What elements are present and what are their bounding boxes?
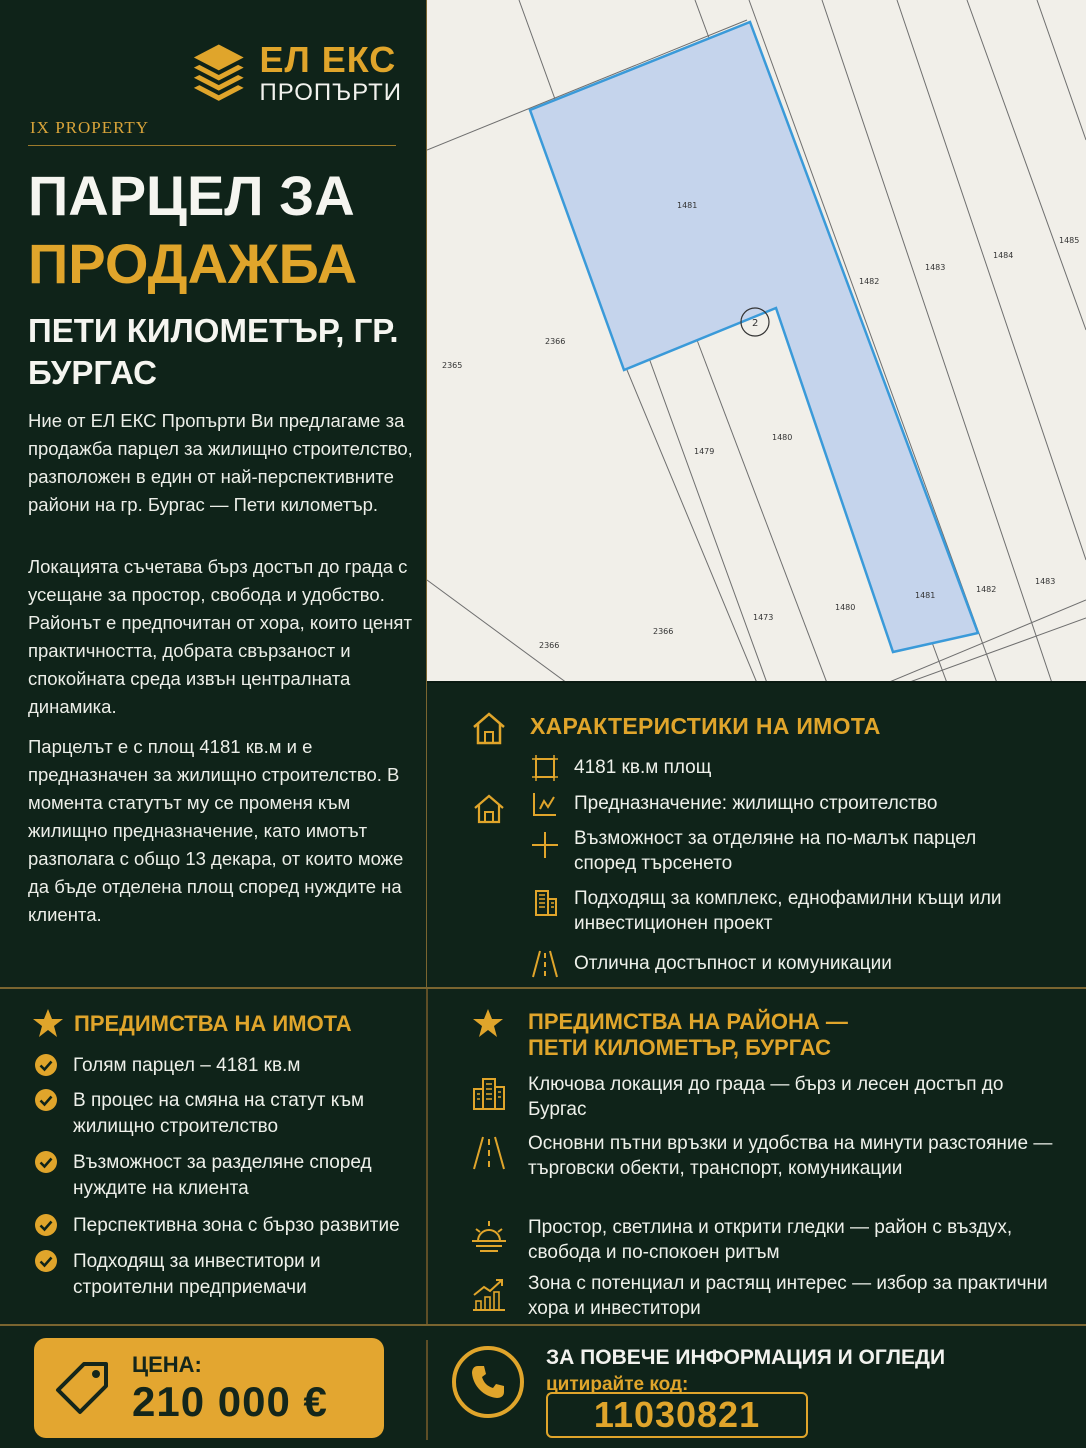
- check-icon: [34, 1150, 58, 1174]
- footer-divider: [426, 1340, 428, 1440]
- map-label: 1480: [772, 433, 793, 442]
- area-advantages-title: [528, 1009, 848, 1061]
- footer: [0, 1326, 1086, 1448]
- check-icon: [34, 1088, 58, 1112]
- advantage-item: Перспективна зона с бързо развитие: [73, 1215, 400, 1236]
- road-icon: [470, 1134, 508, 1172]
- description-paragraph: Локацията съчетава бърз достъп до града с усещане за простор, свобода и удобство. Районът е предпочитан от хора, които ценят практичността, добрата свързаност и спокойната среда извън централната динамика.: [28, 556, 412, 717]
- characteristic-item: Възможност за отделяне на по-малък парцел според търсенето: [574, 828, 977, 874]
- purpose-icon: [530, 789, 560, 819]
- map-label: 2365: [442, 361, 463, 370]
- price-tag-icon: [54, 1360, 114, 1416]
- area-item: Зона с потенциал и растящ интерес — избор за практични хора и инвеститори: [528, 1273, 1048, 1319]
- check-icon: [34, 1249, 58, 1273]
- phone-icon: [468, 1362, 508, 1402]
- check-icon: [34, 1053, 58, 1077]
- area-item: Ключова локация до града — бърз и лесен достъп до Бургас: [528, 1074, 1004, 1120]
- advantage-item: Подходящ за инвеститори и строителни предприемачи: [73, 1251, 321, 1298]
- area-advantages-section: [428, 989, 1086, 1324]
- house-icon: [470, 709, 508, 747]
- building-icon: [530, 887, 560, 917]
- description-paragraph: Ние от ЕЛ ЕКС Пропърти Ви предлагаме за продажба парцел за жилищно строителство, разположен в един от най-перспективните райони на гр. Бургас — Пети километър.: [28, 410, 413, 515]
- title-line-2: ПРОДАЖБА: [28, 232, 358, 295]
- advantage-item: В процес на смяна на статут към жилищно строителство: [73, 1090, 365, 1137]
- characteristic-item: Отлична достъпност и комуникации: [574, 953, 892, 974]
- road-icon: [530, 949, 560, 979]
- characteristics-title: ХАРАКТЕРИСТИКИ НА ИМОТА: [530, 713, 881, 739]
- brand-name: ЕЛ ЕКС: [259, 39, 397, 80]
- map-label: 1481: [677, 201, 698, 210]
- characteristic-item: 4181 кв.м площ: [574, 757, 712, 778]
- logo-mark-icon: [192, 40, 246, 110]
- check-icon: [34, 1213, 58, 1237]
- area-item: Основни пътни връзки и удобства на минути разстояние — търговски обекти, транспорт, комуникации: [528, 1133, 1053, 1179]
- area-title-line: ПЕТИ КИЛОМЕТЪР, БУРГАС: [528, 1035, 832, 1060]
- advantages-title: ПРЕДИМСТВА НА ИМОТА: [74, 1011, 352, 1036]
- divider: [28, 145, 396, 146]
- phone-button[interactable]: [452, 1346, 524, 1418]
- area-title-line: ПРЕДИМСТВА НА РАЙОНА —: [528, 1009, 848, 1034]
- characteristic-item: Подходящ за комплекс, еднофамилни къщи или инвестиционен проект: [574, 888, 1002, 934]
- map-label: 2366: [539, 641, 560, 650]
- characteristic-item: Предназначение: жилищно строителство: [574, 793, 938, 814]
- growth-chart-icon: [470, 1275, 508, 1313]
- price-box: [34, 1338, 384, 1438]
- brand-logo[interactable]: [192, 38, 402, 112]
- offer-code[interactable]: 11030821: [546, 1392, 808, 1438]
- map-label: 1481: [915, 591, 936, 600]
- characteristics-section: [428, 683, 1086, 987]
- map-label: 1483: [1035, 577, 1056, 586]
- price-label: ЦЕНА:: [132, 1352, 202, 1377]
- map-label: 1473: [753, 613, 774, 622]
- map-label: 1482: [859, 277, 880, 286]
- map-label: 1479: [694, 447, 715, 456]
- contact-title: ЗА ПОВЕЧЕ ИНФОРМАЦИЯ И ОГЛЕДИ: [546, 1346, 946, 1369]
- map-label: 1484: [993, 251, 1014, 260]
- area-item: Простор, светлина и открити гледки — район с въздух, свобода и по-спокоен ритъм: [528, 1217, 1013, 1263]
- brand-subname: ПРОПЪРТИ: [259, 79, 402, 106]
- title-line-1: ПАРЦЕЛ ЗА: [28, 164, 355, 227]
- map-label: 2366: [653, 627, 674, 636]
- map-label: 1482: [976, 585, 997, 594]
- city-icon: [470, 1075, 508, 1113]
- cadastral-map: [427, 0, 1086, 683]
- map-label: 2366: [545, 337, 566, 346]
- location-subtitle: ПЕТИ КИЛОМЕТЪР, ГР. БУРГАС: [28, 312, 399, 391]
- advantage-item: Възможност за разделяне според нуждите на клиента: [73, 1152, 372, 1199]
- star-icon: [32, 1007, 64, 1039]
- star-icon: [472, 1007, 504, 1039]
- map-label: 1485: [1059, 236, 1080, 245]
- contact-subtitle: цитирайте код:: [546, 1374, 689, 1395]
- cadastral-map-svg: [427, 0, 1086, 683]
- intro-panel: [0, 0, 427, 987]
- description-paragraph: Парцелът е с площ 4181 кв.м и е предназначен за жилищно строителство. В момента статутът му се променя към жилищно предназначение, като имотът разполага с общо 13 декара, от които може да бъде отделена площ според нуждите на клиента.: [28, 736, 404, 925]
- split-cross-icon: [530, 830, 560, 860]
- advantage-item: Голям парцел – 4181 кв.м: [73, 1055, 301, 1076]
- sunrise-icon: [470, 1217, 508, 1255]
- map-label: 1483: [925, 263, 946, 272]
- watermark: IX PROPERTY: [30, 118, 150, 137]
- area-frame-icon: [530, 753, 560, 783]
- map-label: 1480: [835, 603, 856, 612]
- map-label: 2: [752, 318, 759, 329]
- house-icon: [472, 792, 506, 826]
- property-advantages-section: [0, 989, 426, 1324]
- price-value: 210 000 €: [132, 1378, 328, 1425]
